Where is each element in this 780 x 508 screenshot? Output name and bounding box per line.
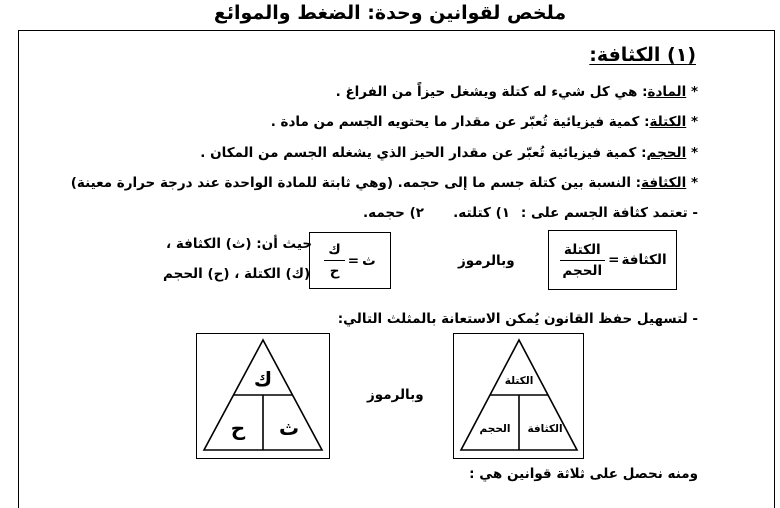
symbol-triangle-bottom-left: ح (230, 416, 246, 440)
symbol-lhs: ث (362, 252, 376, 269)
density-word-formula (548, 230, 677, 290)
formula-lhs: الكثافة (621, 252, 667, 268)
symbol-equals: = (347, 252, 360, 269)
symbols-label: وبالرموز (458, 253, 515, 269)
legend-line-1: حيث أن: (ث) الكثافة ، (166, 236, 313, 252)
conclusion-text: ومنه نحصل على ثلاثة قوانين هي : (469, 466, 698, 482)
word-triangle-box (453, 333, 584, 459)
definition-mass (271, 114, 698, 130)
legend-line-2: (ك) الكتلة ، (ح) الحجم (163, 266, 311, 282)
symbols-label-2: وبالرموز (367, 387, 424, 403)
symbol-numerator: ك (324, 242, 344, 261)
term-label: الكثافة (641, 175, 687, 191)
dependence-lead: - تعتمد كثافة الجسم على : (520, 205, 698, 221)
definition-matter (336, 84, 698, 100)
term-label: الكتلة (649, 114, 687, 130)
formula-denominator: الحجم (562, 262, 603, 279)
page-title: ملخص لقوانين وحدة: الضغط والموائع (213, 2, 567, 24)
word-triangle-bottom-right: الكثافة (527, 423, 563, 435)
definition-density (71, 175, 698, 191)
word-triangle-top: الكتلة (504, 375, 534, 387)
triangle-intro: - لتسهيل حفظ القانون يُمكن الاستعانة بالمثلث التالي: (337, 311, 698, 327)
definition-volume (200, 145, 698, 161)
formula-numerator: الكتلة (560, 242, 605, 261)
formula-fraction (558, 242, 606, 279)
symbol-triangle-top: ك (253, 367, 273, 391)
bullet: * (690, 175, 698, 191)
bullet: * (690, 114, 698, 130)
symbol-denominator: ح (329, 263, 340, 279)
word-triangle-bottom-left: الحجم (479, 423, 511, 435)
definition-text: : النسبة بين كتلة جسم ما إلى حجمه. (وهي ثابتة للمادة الواحدة عند درجة حرارة معينة) (70, 175, 642, 191)
symbol-triangle-box (196, 333, 330, 459)
symbol-triangle (198, 334, 329, 457)
definition-text: : كمية فيزيائية تُعبّر عن مقدار الحيز الذي يشغله الجسم من المكان . (200, 145, 647, 161)
bullet: * (690, 84, 698, 100)
term-label: الحجم (646, 145, 687, 161)
bullet: * (690, 145, 698, 161)
formula-equals: = (608, 252, 620, 268)
term-label: المادة (647, 84, 687, 100)
density-symbol-formula (309, 232, 391, 289)
symbol-fraction (324, 242, 344, 279)
word-triangle (455, 334, 583, 457)
definition-text: : كمية فيزيائية تُعبّر عن مقدار ما يحتويه الجسم من مادة . (270, 114, 650, 130)
section-heading: (١) الكثافة: (589, 44, 696, 66)
symbol-triangle-bottom-right: ث (278, 416, 300, 440)
dependence-item-volume: ٢) حجمه. (363, 205, 424, 221)
definition-text: : هي كل شيء له كتلة ويشغل حيزاً من الفراغ . (335, 84, 648, 100)
dependence-item-mass: ١) كتلته. (453, 205, 510, 221)
